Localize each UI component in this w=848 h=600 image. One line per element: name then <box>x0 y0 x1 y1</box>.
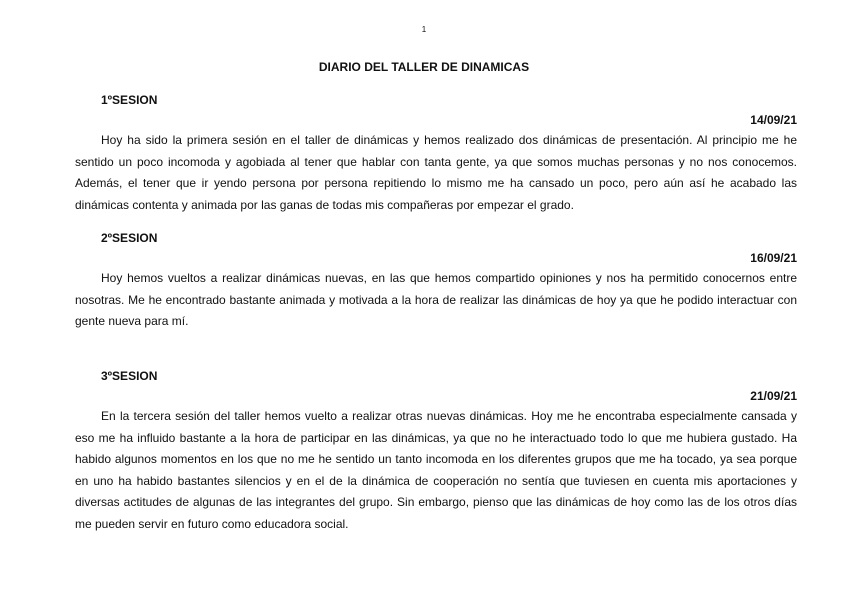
session-text: Hoy hemos vueltos a realizar dinámicas nuevas, en las que hemos compartido opiniones y nos ha permitido conocernos entre nosotras. Me he encontrado bastante animada y motivada a la hora de realizar las dinámicas de hoy ya que he podido interactuar con gente nueva para mí. <box>75 271 797 328</box>
session-text: En la tercera sesión del taller hemos vuelto a realizar otras nuevas dinámicas. Hoy me he encontraba especialmente cansada y eso me ha influido bastante a la hora de participar en las dinámicas, ya que no he interactuado todo lo que me hubiera gustado. Ha habido algunos momentos en los que no me he sentido un tanto incomoda en los diferentes grupos que me ha tocado, ya sea porque en uno ha habido bastantes silencios y en el de la dinámica de cooperación no sentía que tuviesen en cuenta mis aportaciones y diversas actitudes de algunas de las integrantes del grupo. Sin embargo, pienso que las dinámicas de hoy como las de los otros días me pueden servir en futuro como educadora social. <box>75 409 797 531</box>
session-text: Hoy ha sido la primera sesión en el taller de dinámicas y hemos realizado dos dinámicas de presentación. Al principio me he sentido un poco incomoda y agobiada al tener que hablar con tanta gente, ya que somos muchas personas y no nos conocemos. Además, el tener que ir yendo persona por persona repitiendo lo mismo me ha cansado un poco, pero aún así he acabado las dinámicas contenta y animada por las ganas de todas mis compañeras por empezar el grado. <box>75 133 797 212</box>
session-2 <box>75 231 797 333</box>
session-date: 14/09/21 <box>750 113 797 127</box>
session-3 <box>75 369 797 535</box>
session-heading: 3ºSESION <box>101 369 158 383</box>
session-date: 16/09/21 <box>750 251 797 265</box>
session-date: 21/09/21 <box>750 389 797 403</box>
session-heading: 2ºSESION <box>101 231 158 245</box>
session-heading: 1ºSESION <box>101 93 158 107</box>
session-1 <box>75 93 797 216</box>
document-title: DIARIO DEL TALLER DE DINAMICAS <box>318 60 530 74</box>
page-number: 1 <box>421 25 427 34</box>
